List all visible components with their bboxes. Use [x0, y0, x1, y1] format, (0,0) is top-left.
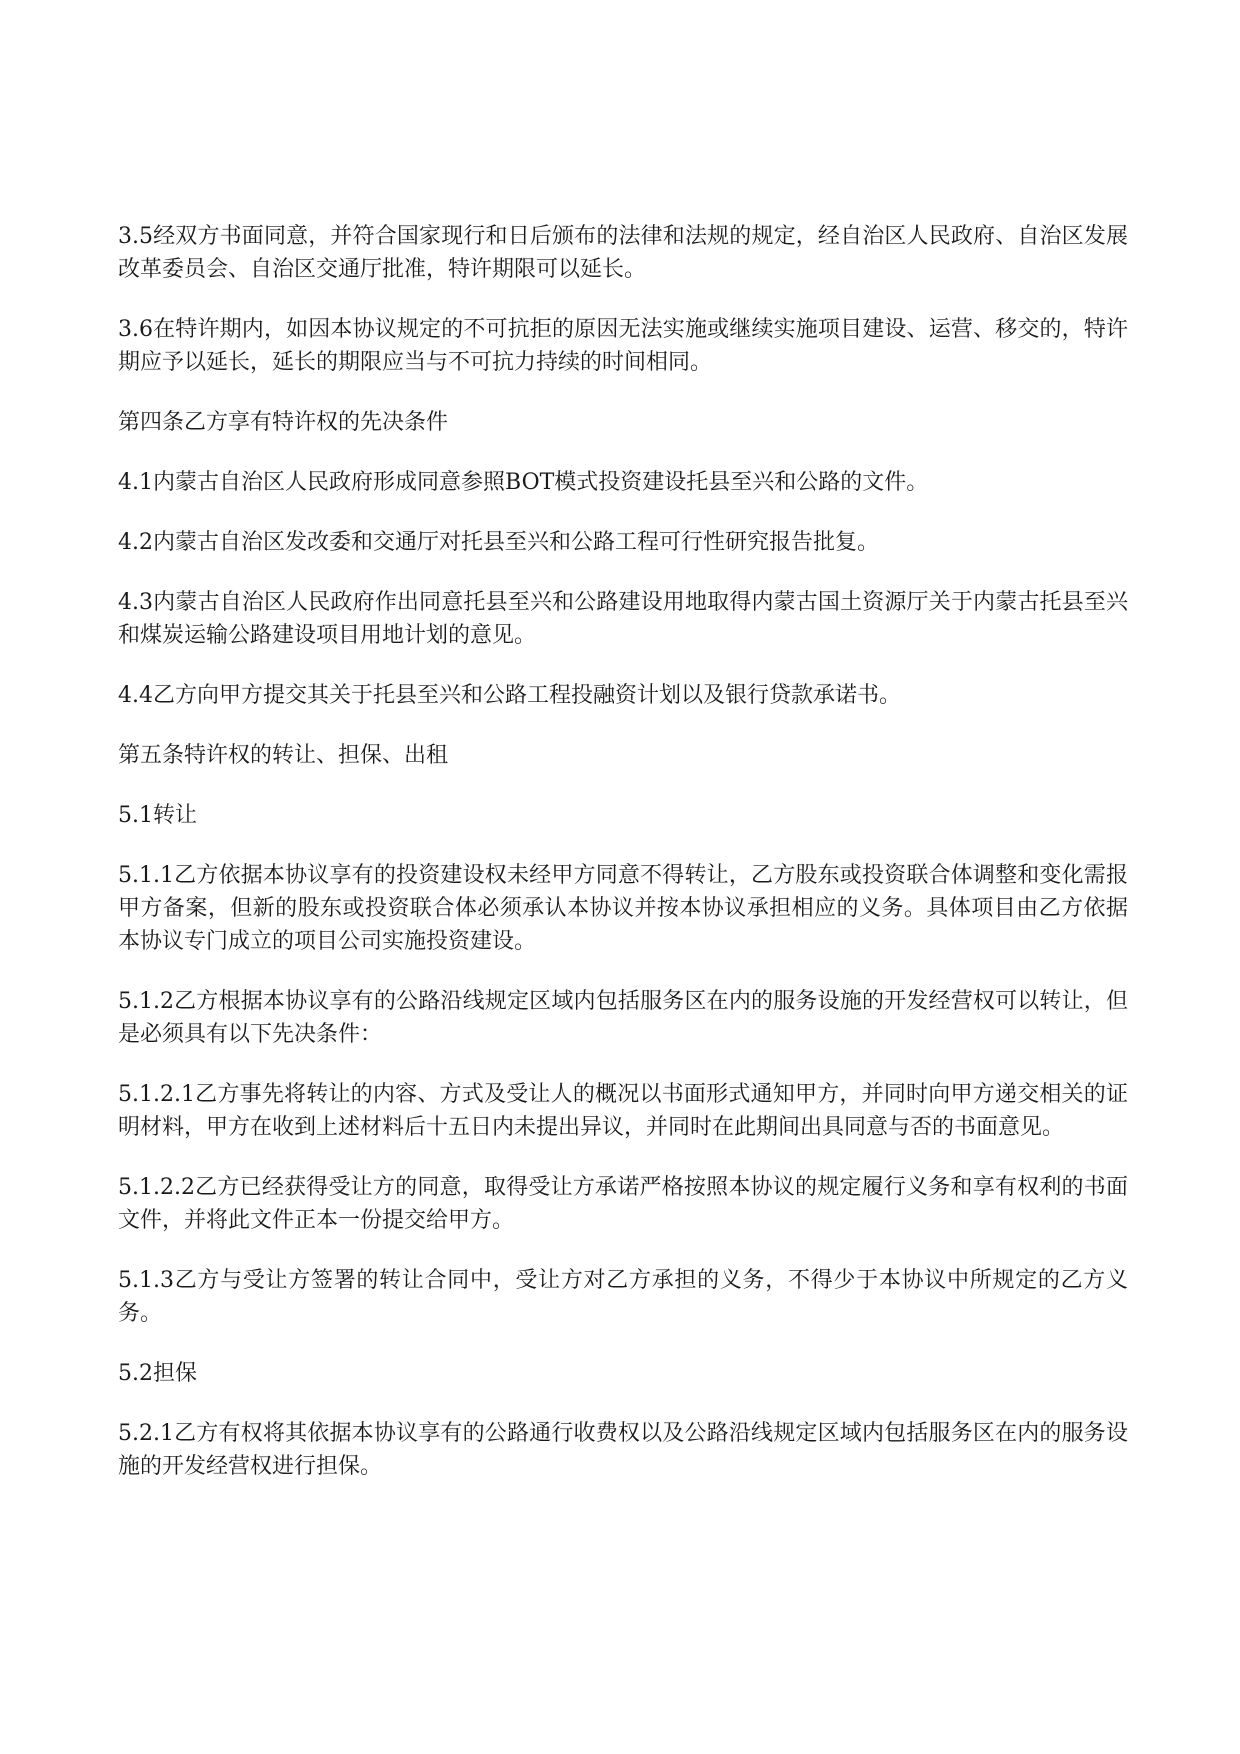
clause-5-1-2-1: 5.1.2.1乙方事先将转让的内容、方式及受让人的概况以书面形式通知甲方，并同时向甲方递交相关的证明材料，甲方在收到上述材料后十五日内未提出异议，并同时在此期间出具同意与否的书面意见。 — [118, 1082, 1128, 1140]
section-5-1-heading: 5.1转让 — [118, 803, 197, 828]
clause-5-1-2: 5.1.2乙方根据本协议享有的公路沿线规定区域内包括服务区在内的服务设施的开发经营权可以转让，但是必须具有以下先决条件： — [118, 989, 1128, 1047]
clause-5-1-2-2: 5.1.2.2乙方已经获得受让方的同意，取得受让方承诺严格按照本协议的规定履行义务和享有权利的书面文件，并将此文件正本一份提交给甲方。 — [118, 1175, 1128, 1233]
clause-5-1-1: 5.1.1乙方依据本协议享有的投资建设权未经甲方同意不得转让，乙方股东或投资联合体调整和变化需报甲方备案，但新的股东或投资联合体必须承认本协议并按本协议承担相应的义务。具体项目由乙方依据本协议专门成立的项目公司实施投资建设。 — [118, 863, 1128, 954]
clause-4-4: 4.4乙方向甲方提交其关于托县至兴和公路工程投融资计划以及银行贷款承诺书。 — [118, 683, 901, 708]
article-5-heading: 第五条特许权的转让、担保、出租 — [118, 743, 449, 768]
clause-3-5: 3.5经双方书面同意，并符合国家现行和日后颁布的法律和法规的规定，经自治区人民政府、自治区发展改革委员会、自治区交通厅批准，特许期限可以延长。 — [118, 224, 1128, 282]
clause-5-2-1: 5.2.1乙方有权将其依据本协议享有的公路通行收费权以及公路沿线规定区域内包括服务区在内的服务设施的开发经营权进行担保。 — [118, 1421, 1128, 1479]
document-page — [118, 220, 1128, 1510]
clause-5-1-3: 5.1.3乙方与受让方签署的转让合同中，受让方对乙方承担的义务，不得少于本协议中所规定的乙方义务。 — [118, 1268, 1128, 1326]
clause-4-2: 4.2内蒙古自治区发改委和交通厅对托县至兴和公路工程可行性研究报告批复。 — [118, 530, 879, 555]
clause-4-3: 4.3内蒙古自治区人民政府作出同意托县至兴和公路建设用地取得内蒙古国土资源厅关于内蒙古托县至兴和煤炭运输公路建设项目用地计划的意见。 — [118, 590, 1128, 648]
article-4-heading: 第四条乙方享有特许权的先决条件 — [118, 410, 449, 435]
section-5-2-heading: 5.2担保 — [118, 1361, 197, 1386]
clause-4-1: 4.1内蒙古自治区人民政府形成同意参照BOT模式投资建设托县至兴和公路的文件。 — [118, 470, 929, 495]
clause-3-6: 3.6在特许期内，如因本协议规定的不可抗拒的原因无法实施或继续实施项目建设、运营、移交的，特许期应予以延长，延长的期限应当与不可抗力持续的时间相同。 — [118, 317, 1128, 375]
